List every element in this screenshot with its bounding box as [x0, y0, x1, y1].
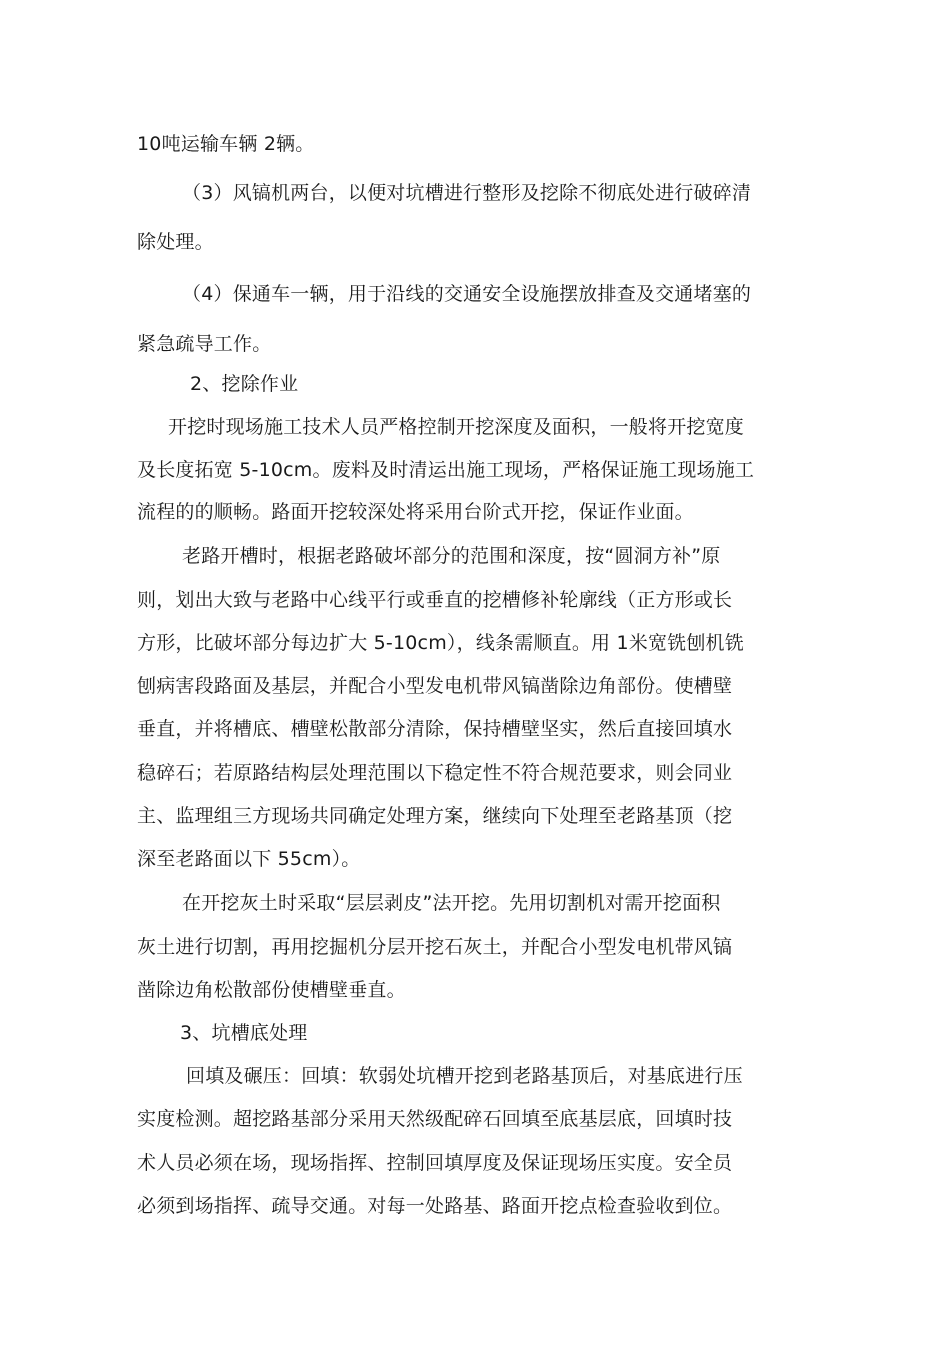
paragraph-line: 刨病害段路面及基层，并配合小型发电机带风镐凿除边角部份。使槽壁 [137, 675, 733, 697]
section-heading-2: 2、挖除作业 [190, 373, 299, 395]
text-line: 除处理。 [137, 231, 214, 253]
paragraph-line: 在开挖灰土时采取“层层剥皮”法开挖。先用切割机对需开挖面积 [182, 892, 721, 914]
paragraph-line: 回填及碾压：回填：软弱处坑槽开挖到老路基顶后，对基底进行压 [186, 1065, 743, 1087]
paragraph-line: 灰土进行切割，再用挖掘机分层开挖石灰土，并配合小型发电机带风镐 [137, 936, 733, 958]
paragraph-line: 老路开槽时，根据老路破坏部分的范围和深度，按“圆洞方补”原 [182, 545, 721, 567]
paragraph-line: 垂直，并将槽底、槽壁松散部分清除，保持槽壁坚实，然后直接回填水 [137, 718, 733, 740]
section-heading-3: 3、坑槽底处理 [180, 1022, 308, 1044]
paragraph-line: 及长度拓宽 5-10cm。废料及时清运出施工现场，严格保证施工现场施工 [137, 459, 755, 481]
list-item-4: （4）保通车一辆，用于沿线的交通安全设施摆放排查及交通堵塞的 [182, 283, 752, 305]
paragraph-line: 必须到场指挥、疏导交通。对每一处路基、路面开挖点检查验收到位。 [137, 1195, 733, 1217]
paragraph-line: 实度检测。超挖路基部分采用天然级配碎石回填至底基层底，回填时技 [137, 1108, 733, 1130]
paragraph-line: 稳碎石；若原路结构层处理范围以下稳定性不符合规范要求，则会同业 [137, 762, 733, 784]
text-line: 紧急疏导工作。 [137, 333, 272, 355]
list-item-3: （3）风镐机两台，以便对坑槽进行整形及挖除不彻底处进行破碎清 [182, 182, 752, 204]
paragraph-line: 流程的的顺畅。路面开挖较深处将采用台阶式开挖，保证作业面。 [137, 501, 694, 523]
paragraph-line: 深至老路面以下 55cm）。 [137, 848, 361, 870]
paragraph-line: 主、监理组三方现场共同确定处理方案，继续向下处理至老路基顶（挖 [137, 805, 733, 827]
paragraph-line: 术人员必须在场，现场指挥、控制回填厚度及保证现场压实度。安全员 [137, 1152, 733, 1174]
text-line: 10吨运输车辆 2辆。 [137, 133, 315, 155]
paragraph-line: 方形，比破坏部分每边扩大 5-10cm），线条需顺直。用 1米宽铣刨机铣 [137, 632, 744, 654]
paragraph-line: 凿除边角松散部份使槽壁垂直。 [137, 979, 406, 1001]
paragraph-line: 则，划出大致与老路中心线平行或垂直的挖槽修补轮廓线（正方形或长 [137, 589, 733, 611]
paragraph-line: 开挖时现场施工技术人员严格控制开挖深度及面积，一般将开挖宽度 [168, 416, 745, 438]
